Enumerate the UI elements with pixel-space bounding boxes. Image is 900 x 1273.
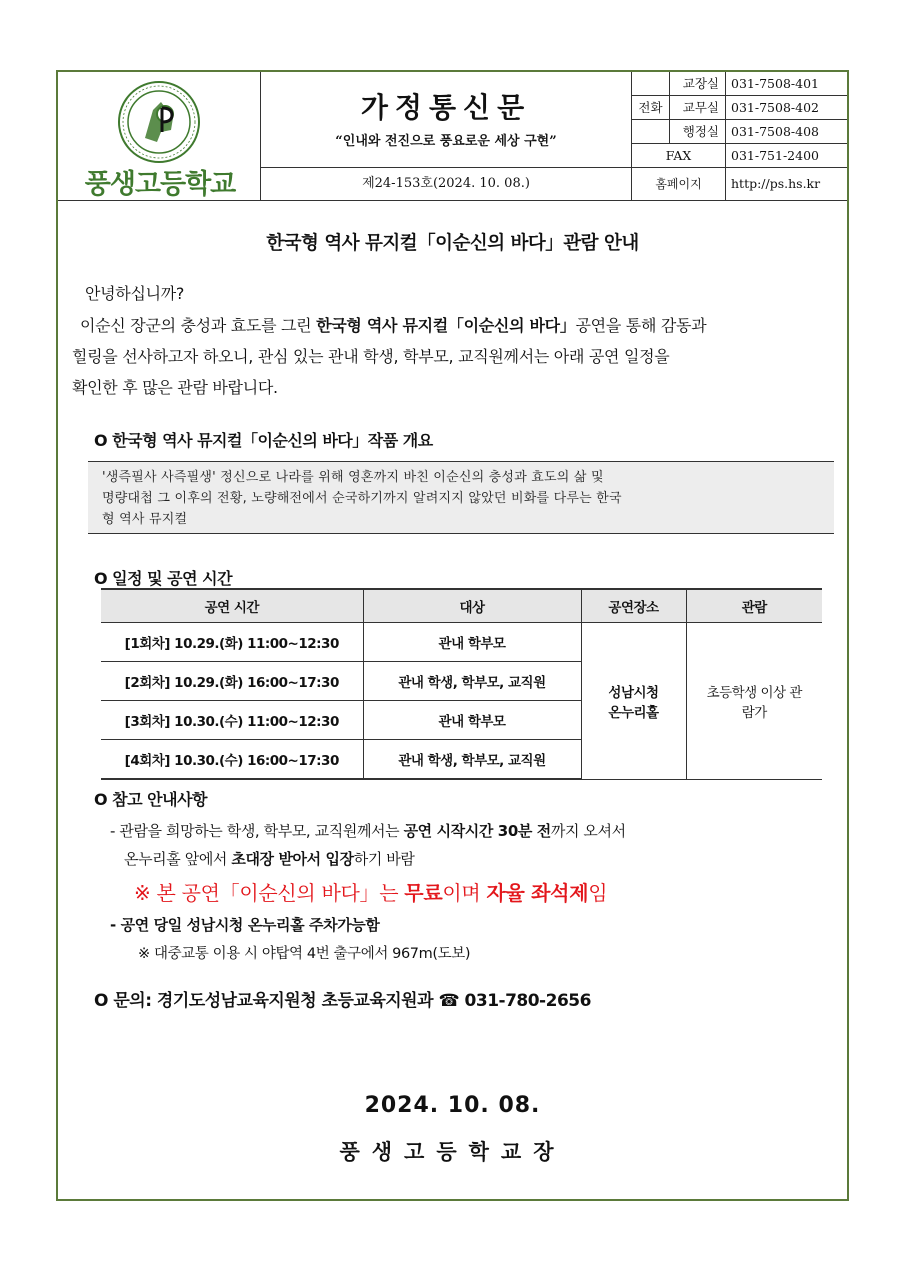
- principal-signature: 풍생고등학교장: [339, 1140, 566, 1164]
- inquiry-line: O 문의: 경기도성남교육지원청 초등교육지원과 ☎ 031-780-2656: [94, 991, 591, 1011]
- letterhead: [58, 72, 847, 201]
- table-header-row: [101, 589, 822, 623]
- document-frame: [56, 70, 849, 1201]
- column-header: 관람: [686, 589, 822, 623]
- school-name: 풍생고등학교: [84, 169, 236, 200]
- reference-item-line2: [124, 848, 414, 869]
- intro-text: 공연을 통해 감동과: [575, 316, 707, 335]
- logo-cell: [58, 72, 261, 200]
- contact-row: [632, 72, 847, 96]
- contact-table: [632, 72, 847, 200]
- note-text: 까지 오셔서: [550, 822, 626, 840]
- phone-label: 전화: [632, 72, 670, 144]
- overview-box: [88, 461, 834, 534]
- school-motto: “인내와 전진으로 풍요로운 세상 구현”: [335, 134, 557, 149]
- overview-line: 형 역사 뮤지컬: [102, 512, 188, 527]
- venue-text: 성남시청: [608, 684, 659, 701]
- column-header: 대상: [363, 589, 581, 623]
- reference-heading: O 참고 안내사항: [94, 790, 207, 809]
- notice-bold: 무료: [404, 881, 443, 905]
- column-header: 공연 시간: [101, 589, 363, 623]
- viewing-cell: [686, 623, 822, 780]
- notice-text: 이며: [442, 881, 487, 905]
- fax-value: 031-751-2400: [731, 148, 819, 163]
- document-number: 제24-153호(2024. 10. 08.): [261, 168, 632, 200]
- transit-note: ※ 대중교통 이용 시 야탑역 4번 출구에서 967m(도보): [138, 946, 471, 962]
- free-seating-notice: [134, 877, 607, 906]
- note-bold: 공연 시작시간 30분 전: [403, 822, 551, 840]
- homepage-row: [632, 168, 847, 200]
- intro-paragraph: [72, 310, 842, 403]
- homepage-label: 홈페이지: [632, 168, 726, 200]
- parking-note: - 공연 당일 성남시청 온누리홀 주차가능함: [110, 916, 380, 934]
- notice-text: ※ 본 공연「이순신의 바다」는: [134, 881, 405, 905]
- note-text: 하기 바람: [353, 850, 415, 868]
- schedule-table: [101, 588, 822, 780]
- contact-label: 교무실: [670, 96, 726, 119]
- intro-bold: 한국형 역사 뮤지컬「이순신의 바다」: [316, 316, 576, 335]
- greeting: 안녕하십니까?: [85, 284, 185, 303]
- contact-row: [632, 120, 847, 144]
- viewing-text: 초등학생 이상 관: [706, 684, 802, 701]
- session-audience: 관내 학부모: [363, 623, 581, 662]
- homepage-link[interactable]: http://ps.hs.kr: [731, 176, 821, 191]
- viewing-text: 람가: [741, 704, 767, 721]
- session-time: [2회차] 10.29.(화) 16:00~17:30: [101, 662, 363, 701]
- notice-bold: 자율 좌석제: [486, 881, 589, 905]
- intro-line: 힐링을 선사하고자 하오니, 관심 있는 관내 학생, 학부모, 교직원께서는 아래 공연 일정을: [72, 347, 670, 366]
- contact-value: 031-7508-402: [731, 100, 819, 115]
- table-row: [101, 623, 822, 662]
- issue-date: 2024. 10. 08.: [364, 1093, 541, 1118]
- fax-label: FAX: [632, 144, 726, 167]
- session-time: [4회차] 10.30.(수) 16:00~17:30: [101, 740, 363, 780]
- contact-row: [632, 96, 847, 120]
- contact-label: 행정실: [670, 120, 726, 143]
- intro-line: 확인한 후 많은 관람 바랍니다.: [72, 378, 278, 397]
- notice-text: 임: [588, 881, 608, 905]
- overview-line: '생즉필사 사즉필생' 정신으로 나라를 위해 영혼까지 바친 이순신의 충성과 효도의 삶 및: [102, 470, 604, 485]
- session-audience: 관내 학생, 학부모, 교직원: [363, 662, 581, 701]
- title-cell: [261, 72, 632, 168]
- intro-text: 이순신 장군의 충성과 효도를 그린: [80, 316, 317, 335]
- venue-text: 온누리홀: [608, 704, 659, 721]
- session-time: [1회차] 10.29.(화) 11:00~12:30: [101, 623, 363, 662]
- reference-item: [110, 820, 626, 841]
- fax-row: [632, 144, 847, 168]
- school-seal-icon: [117, 80, 201, 164]
- contact-value: 031-7508-408: [731, 124, 819, 139]
- contact-value: 031-7508-401: [731, 76, 819, 91]
- note-bold: 초대장 받아서 입장: [231, 850, 354, 868]
- session-time: [3회차] 10.30.(수) 11:00~12:30: [101, 701, 363, 740]
- note-text: - 관람을 희망하는 학생, 학부모, 교직원께서는: [110, 822, 404, 840]
- session-audience: 관내 학생, 학부모, 교직원: [363, 740, 581, 780]
- column-header: 공연장소: [581, 589, 686, 623]
- schedule-heading: O 일정 및 공연 시간: [94, 569, 233, 588]
- letter-title: 가정통신문: [360, 91, 532, 124]
- note-text: 온누리홀 앞에서: [124, 850, 232, 868]
- notice-title: 한국형 역사 뮤지컬「이순신의 바다」관람 안내: [266, 233, 639, 254]
- venue-cell: [581, 623, 686, 780]
- overview-line: 명량대첩 그 이후의 전황, 노량해전에서 순국하기까지 알려지지 않았던 비화를 다루는 한국: [102, 491, 622, 506]
- session-audience: 관내 학부모: [363, 701, 581, 740]
- contact-label: 교장실: [670, 72, 726, 95]
- overview-heading: O 한국형 역사 뮤지컬「이순신의 바다」작품 개요: [94, 431, 433, 450]
